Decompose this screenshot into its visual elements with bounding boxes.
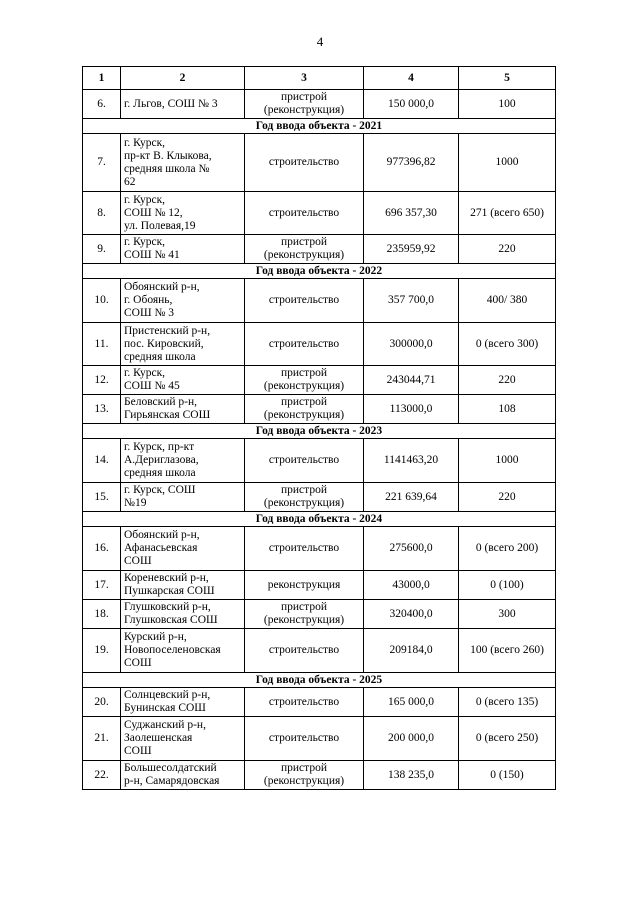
object-name-line: г. Льгов, СОШ № 3 xyxy=(124,97,218,110)
work-type-line: строительство xyxy=(268,732,340,744)
object-name-line: Бунинская СОШ xyxy=(124,702,206,714)
row-number: 18. xyxy=(83,600,121,629)
object-name-line: г. Курск, xyxy=(124,236,166,248)
row-number: 21. xyxy=(83,717,121,761)
row-number: 8. xyxy=(83,192,121,235)
object-name xyxy=(121,366,245,395)
table-header-row xyxy=(83,67,556,90)
work-type xyxy=(245,279,364,323)
object-name-line: №19 xyxy=(124,497,147,509)
work-type-line: строительство xyxy=(268,542,340,554)
object-name-line: г. Курск, xyxy=(124,193,166,206)
work-type-line: пристрой xyxy=(281,601,327,613)
object-name-line: Беловский р-н, xyxy=(124,396,198,408)
work-type xyxy=(245,439,364,483)
cost-value: 150 000,0 xyxy=(364,90,459,119)
table-row xyxy=(83,717,556,761)
cost-value: 113000,0 xyxy=(364,395,459,424)
object-name xyxy=(121,323,245,366)
object-name-line: пос. Кировский, xyxy=(124,337,204,350)
work-type-line: пристрой xyxy=(281,367,327,379)
table-row xyxy=(83,571,556,600)
object-name xyxy=(121,629,245,673)
work-type-line: пристрой xyxy=(281,396,327,408)
work-type-line: строительство xyxy=(268,337,340,350)
object-name-line: Глушковский р-н, xyxy=(124,601,211,613)
object-name-line: Афанасьевская xyxy=(124,542,198,554)
object-name-line: г. Курск, xyxy=(124,367,166,379)
table-row xyxy=(83,439,556,483)
object-name xyxy=(121,717,245,761)
work-type-line: пристрой xyxy=(281,484,327,496)
capacity-value: 0 (100) xyxy=(459,571,556,600)
table-row xyxy=(83,483,556,512)
row-number: 22. xyxy=(83,761,121,790)
work-type xyxy=(245,90,364,119)
table-row xyxy=(83,90,556,119)
work-type xyxy=(245,717,364,761)
work-type xyxy=(245,366,364,395)
work-type-line: (реконструкция) xyxy=(263,614,345,626)
object-name-line: Большесолдатский xyxy=(124,762,217,774)
object-name-line: СОШ № 41 xyxy=(124,249,180,261)
object-name-line: Пристенский р-н, xyxy=(124,324,211,337)
object-name xyxy=(121,600,245,629)
work-type-line: (реконструкция) xyxy=(263,775,345,787)
object-name-line: 62 xyxy=(124,175,136,188)
row-number: 7. xyxy=(83,134,121,192)
row-number: 6. xyxy=(83,90,121,119)
work-type-line: пристрой xyxy=(281,91,327,103)
row-number: 9. xyxy=(83,235,121,264)
table-row xyxy=(83,629,556,673)
column-header: 1 xyxy=(83,67,121,90)
work-type xyxy=(245,527,364,571)
year-group-label: Год ввода объекта - 2022 xyxy=(83,264,556,279)
table-row xyxy=(83,395,556,424)
object-name-line: Пушкарская СОШ xyxy=(124,585,215,597)
work-type xyxy=(245,629,364,673)
column-header: 5 xyxy=(459,67,556,90)
year-group-label: Год ввода объекта - 2024 xyxy=(83,512,556,527)
object-name-line: А.Дериглазова, xyxy=(124,454,199,466)
objects-table xyxy=(82,66,556,790)
object-name-line: г. Курск, пр-кт xyxy=(124,441,195,453)
object-name-line: СОШ xyxy=(124,555,152,567)
capacity-value: 1000 xyxy=(459,439,556,483)
object-name xyxy=(121,395,245,424)
object-name-line: Обоянский р-н, xyxy=(124,529,200,541)
row-number: 20. xyxy=(83,688,121,717)
object-name xyxy=(121,761,245,790)
table-row xyxy=(83,323,556,366)
table-row xyxy=(83,134,556,192)
cost-value: 243044,71 xyxy=(364,366,459,395)
cost-value: 43000,0 xyxy=(364,571,459,600)
object-name-line: пр-кт В. Клыкова, xyxy=(124,149,212,162)
object-name-line: г. Обоянь, xyxy=(124,294,173,306)
table-row xyxy=(83,366,556,395)
work-type xyxy=(245,395,364,424)
object-name xyxy=(121,483,245,512)
row-number: 12. xyxy=(83,366,121,395)
object-name-line: СОШ № 45 xyxy=(124,380,180,392)
work-type xyxy=(245,192,364,235)
capacity-value: 0 (всего 300) xyxy=(459,323,556,366)
column-header: 4 xyxy=(364,67,459,90)
work-type xyxy=(245,761,364,790)
cost-value: 977396,82 xyxy=(364,134,459,192)
work-type-line: строительство xyxy=(268,695,340,708)
work-type-line: (реконструкция) xyxy=(263,409,345,421)
cost-value: 300000,0 xyxy=(364,323,459,366)
object-name xyxy=(121,235,245,264)
work-type xyxy=(245,323,364,366)
row-number: 15. xyxy=(83,483,121,512)
object-name xyxy=(121,192,245,235)
object-name-line: Солнцевский р-н, xyxy=(124,689,211,701)
capacity-value: 0 (всего 250) xyxy=(459,717,556,761)
table-row xyxy=(83,192,556,235)
object-name-line: Кореневский р-н, xyxy=(124,572,209,584)
work-type-line: пристрой xyxy=(281,762,327,774)
cost-value: 275600,0 xyxy=(364,527,459,571)
row-number: 13. xyxy=(83,395,121,424)
capacity-value: 1000 xyxy=(459,134,556,192)
cost-value: 200 000,0 xyxy=(364,717,459,761)
object-name xyxy=(121,527,245,571)
work-type-line: (реконструкция) xyxy=(263,497,345,509)
capacity-value: 108 xyxy=(459,395,556,424)
work-type-line: (реконструкция) xyxy=(263,104,345,116)
object-name-line: ул. Полевая,19 xyxy=(124,219,196,232)
object-name-line: г. Курск, СОШ xyxy=(124,484,196,496)
capacity-value: 0 (всего 135) xyxy=(459,688,556,717)
work-type-line: строительство xyxy=(268,454,340,466)
object-name-line: СОШ xyxy=(124,745,152,757)
table-row xyxy=(83,235,556,264)
work-type xyxy=(245,688,364,717)
cost-value: 235959,92 xyxy=(364,235,459,264)
object-name-line: Новопоселеновская xyxy=(124,644,221,656)
year-group-label: Год ввода объекта - 2023 xyxy=(83,424,556,439)
cost-value: 1141463,20 xyxy=(364,439,459,483)
object-name-line: СОШ xyxy=(124,657,152,669)
work-type-line: строительство xyxy=(268,206,340,219)
object-name xyxy=(121,439,245,483)
object-name xyxy=(121,279,245,323)
capacity-value: 300 xyxy=(459,600,556,629)
work-type-line: (реконструкция) xyxy=(263,380,345,392)
object-name-line: СОШ № 12, xyxy=(124,206,183,219)
year-group-row xyxy=(83,264,556,279)
capacity-value: 0 (150) xyxy=(459,761,556,790)
object-name xyxy=(121,571,245,600)
object-name-line: р-н, Самарядовская xyxy=(124,775,220,787)
object-name-line: средняя школа xyxy=(124,350,196,363)
object-name xyxy=(121,688,245,717)
capacity-value: 100 (всего 260) xyxy=(459,629,556,673)
row-number: 17. xyxy=(83,571,121,600)
column-header: 2 xyxy=(121,67,245,90)
object-name-line: Суджанский р-н, xyxy=(124,719,206,731)
capacity-value: 220 xyxy=(459,235,556,264)
table-row xyxy=(83,761,556,790)
work-type xyxy=(245,571,364,600)
row-number: 19. xyxy=(83,629,121,673)
capacity-value: 271 (всего 650) xyxy=(459,192,556,235)
work-type-line: строительство xyxy=(268,294,340,306)
object-name-line: Курский р-н, xyxy=(124,631,187,643)
work-type-line: строительство xyxy=(268,156,340,168)
capacity-value: 400/ 380 xyxy=(459,279,556,323)
page-number: 4 xyxy=(316,34,324,49)
row-number: 14. xyxy=(83,439,121,483)
object-name-line: СОШ № 3 xyxy=(124,307,175,319)
table-row xyxy=(83,600,556,629)
year-group-row xyxy=(83,119,556,134)
work-type-line: реконструкция xyxy=(267,578,341,591)
year-group-row xyxy=(83,512,556,527)
year-group-label: Год ввода объекта - 2021 xyxy=(83,119,556,134)
work-type xyxy=(245,600,364,629)
table-body xyxy=(83,90,556,790)
cost-value: 320400,0 xyxy=(364,600,459,629)
year-group-row xyxy=(83,424,556,439)
work-type xyxy=(245,483,364,512)
work-type-line: (реконструкция) xyxy=(263,249,345,261)
work-type xyxy=(245,235,364,264)
work-type-line: строительство xyxy=(268,644,340,656)
object-name-line: Заолешенская xyxy=(124,732,193,744)
table-row xyxy=(83,527,556,571)
object-name-line: Обоянский р-н, xyxy=(124,281,200,293)
cost-value: 221 639,64 xyxy=(364,483,459,512)
object-name xyxy=(121,134,245,192)
cost-value: 357 700,0 xyxy=(364,279,459,323)
row-number: 10. xyxy=(83,279,121,323)
work-type-line: пристрой xyxy=(281,236,327,248)
object-name-line: средняя школа № xyxy=(124,162,210,175)
capacity-value: 100 xyxy=(459,90,556,119)
cost-value: 696 357,30 xyxy=(364,192,459,235)
cost-value: 209184,0 xyxy=(364,629,459,673)
object-name-line: г. Курск, xyxy=(124,136,166,149)
object-name-line: средняя школа xyxy=(124,467,196,479)
year-group-row xyxy=(83,673,556,688)
cost-value: 138 235,0 xyxy=(364,761,459,790)
capacity-value: 220 xyxy=(459,483,556,512)
year-group-label: Год ввода объекта - 2025 xyxy=(83,673,556,688)
capacity-value: 0 (всего 200) xyxy=(459,527,556,571)
table-row xyxy=(83,688,556,717)
capacity-value: 220 xyxy=(459,366,556,395)
object-name-line: Глушковская СОШ xyxy=(124,614,218,626)
object-name-line: Гирьянская СОШ xyxy=(124,409,211,421)
row-number: 16. xyxy=(83,527,121,571)
row-number: 11. xyxy=(83,323,121,366)
object-name xyxy=(121,90,245,119)
work-type xyxy=(245,134,364,192)
column-header: 3 xyxy=(245,67,364,90)
cost-value: 165 000,0 xyxy=(364,688,459,717)
table-row xyxy=(83,279,556,323)
